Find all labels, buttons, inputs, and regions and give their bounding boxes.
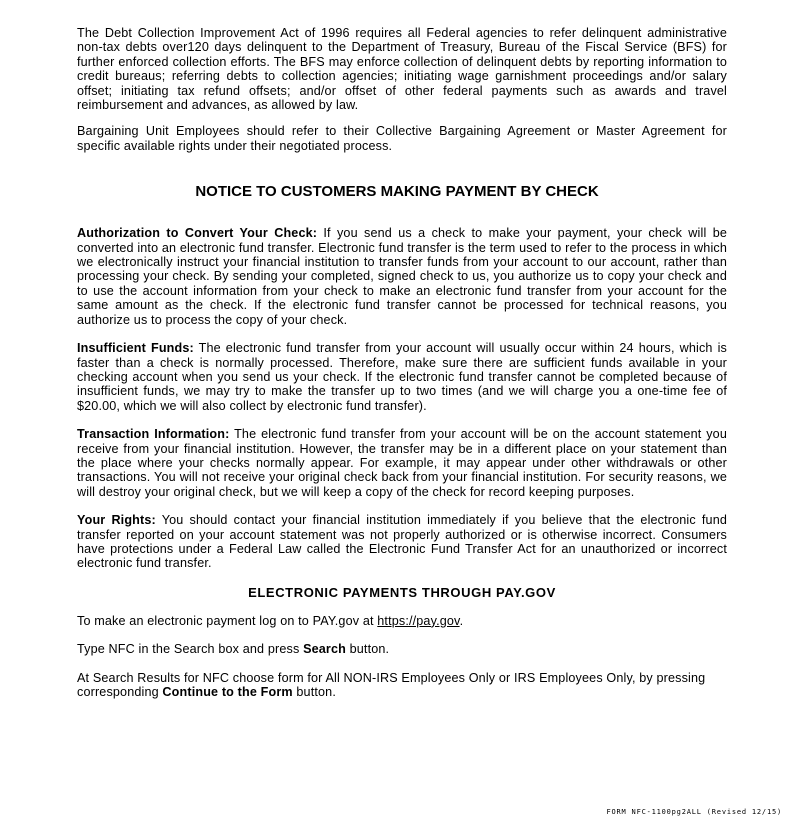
paygov-link[interactable]: https://pay.gov (377, 613, 460, 628)
your-rights-text: You should contact your financial institution immediately if you believe that the electronic fund transfer reported on your account statement was not properly authorized or is otherwise incorrect. Consumers have protections under a Federal Law called the Electronic Fund Transfer Act for an unauthorized or incorrect electronic fund transfer. (77, 513, 728, 571)
search-results-instruction (77, 671, 727, 700)
your-rights-heading: Your Rights: (77, 513, 156, 528)
paygov-instruction-prefix: To make an electronic payment log on to PAY.gov at (77, 613, 378, 628)
form-identifier: FORM NFC-1100pg2ALL (Revised 12/15) (606, 808, 782, 816)
search-results-prefix: At Search Results for NFC choose form for All NON-IRS Employees Only or IRS Employees Only, by pressing corresponding (77, 670, 706, 699)
paygov-instruction (77, 614, 727, 628)
insufficient-funds-section (77, 341, 727, 413)
transaction-information-text: The electronic fund transfer from your account will be on the account statement you receive from your financial institution. However, the transfer may be in a different place on your statement than the place where your checks normally appear. For example, it may appear under other withdrawals or other transactions. You will not receive your original check back from your financial institution. For security reasons, we will destroy your original check, but we will keep a copy of the check for record keeping purposes. (77, 427, 727, 499)
authorization-section (77, 226, 727, 327)
search-instruction-suffix: button. (345, 642, 390, 657)
insufficient-funds-heading: Insufficient Funds: (77, 341, 194, 356)
insufficient-funds-text: The electronic fund transfer from your account will usually occur within 24 hours, which is faster than a check is normally processed. Therefore, make sure there are sufficient funds available in your checking account when you send us your check. If the electronic fund transfer cannot be completed because of insufficient funds, we may try to make the transfer up to two times (and we will charge you a one-time fee of $20.00, which we will also collect by electronic fund transfer). (77, 341, 727, 413)
notice-title: NOTICE TO CUSTOMERS MAKING PAYMENT BY CHECK (195, 183, 599, 201)
electronic-payments-title: ELECTRONIC PAYMENTS THROUGH PAY.GOV (248, 584, 556, 600)
your-rights-section (77, 513, 727, 571)
authorization-heading: Authorization to Convert Your Check: (77, 226, 318, 241)
search-instruction-prefix: Type NFC in the Search box and press (77, 642, 304, 657)
debt-collection-paragraph: The Debt Collection Improvement Act of 1996 requires all Federal agencies to refer delinquent administrative non-tax debts over120 days delinquent to the Department of Treasury, Bureau of the Fiscal Service (BFS) for further enforced collection efforts. The BFS may enforce collection of delinquent debts by reporting information to credit bureaus; referring debts to collection agencies; initiating wage garnishment proceedings and/or salary offset; initiating tax refund offsets; and/or offset of other federal payments such as awards and travel reimbursement and advances, as allowed by law. (77, 26, 727, 113)
continue-button-label: Continue to the Form (162, 685, 293, 699)
authorization-text: If you send us a check to make your payment, your check will be converted into an electronic fund transfer. Electronic fund transfer is the term used to refer to the process in which we electronically instruct your financial institution to transfer funds from your account to our account, rather than processing your check. By sending your completed, signed check to us, you authorize us to copy your check and to use the account information from your check to make an electronic fund transfer from your account for the same amount as the check. If the electronic fund transfer cannot be processed for technical reasons, you authorize us to process the copy of your check. (77, 226, 727, 327)
document-page (77, 26, 727, 713)
search-results-suffix: button. (292, 685, 336, 699)
search-instruction (77, 642, 727, 656)
transaction-information-section (77, 427, 727, 499)
bargaining-unit-paragraph: Bargaining Unit Employees should refer to their Collective Bargaining Agreement or Master Agreement for specific available rights under their negotiated process. (77, 124, 727, 153)
transaction-information-heading: Transaction Information: (77, 427, 230, 442)
search-button-label: Search (303, 642, 346, 657)
paygov-instruction-suffix: . (459, 613, 464, 628)
